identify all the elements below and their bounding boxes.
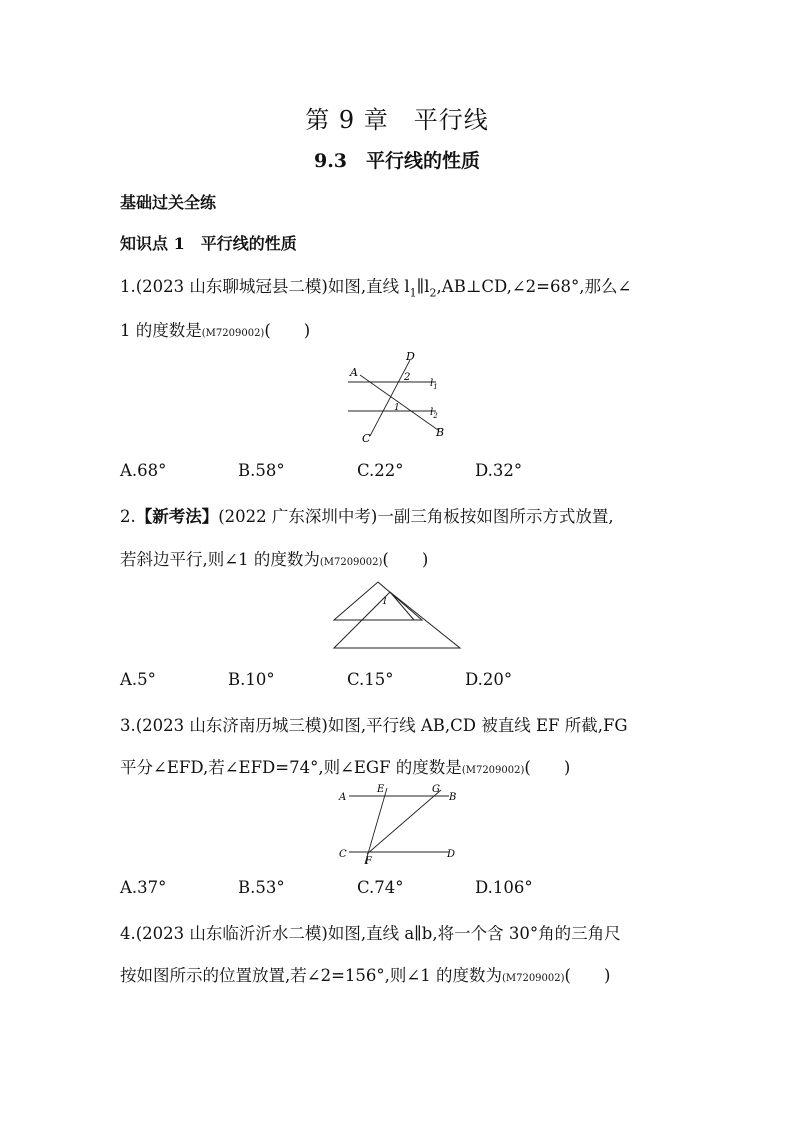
q1-label-d: D [406, 350, 415, 363]
q3-problem-code: (M7209002) [461, 765, 525, 776]
q2-option-a[interactable]: A.5° [120, 670, 156, 689]
q3-line-fg [367, 790, 441, 854]
q3-label-g: G [432, 784, 440, 795]
q3-option-d[interactable]: D.106° [475, 878, 533, 897]
q2-edge [390, 592, 414, 620]
q2-text-b: 若斜边平行,则∠1 的度数为 [120, 550, 320, 569]
q1-sub2: 2 [429, 286, 437, 300]
q2-answer-paren: ( ) [382, 550, 429, 569]
q2-option-b[interactable]: B.10° [228, 670, 275, 689]
q2-option-d[interactable]: D.20° [465, 670, 513, 689]
q2-number: 2. [120, 507, 136, 526]
q2-figure [330, 578, 466, 654]
q1-sub1: 1 [409, 286, 417, 300]
q1-angle-2: 2 [404, 372, 411, 383]
q1-option-b[interactable]: B.58° [238, 461, 285, 480]
topic-heading: 知识点 1 平行线的性质 [120, 234, 297, 253]
q1-line1 [120, 273, 631, 299]
q3-label-d: D [447, 849, 456, 860]
q1-text-c: ,AB⊥CD,∠2=68°,那么∠ [436, 277, 632, 296]
q1-answer-paren: ( ) [264, 321, 311, 340]
q2-tag: 【新考法】 [135, 507, 219, 526]
q2-line1 [120, 503, 614, 527]
q3-line2 [120, 754, 570, 778]
chapter-title: 第 9 章 平行线 [305, 106, 489, 134]
q1-text-d: 1 的度数是 [120, 321, 202, 340]
q1-label-a: A [350, 366, 358, 379]
q2-angle-1: 1 [382, 597, 388, 607]
part-heading: 基础过关全练 [120, 193, 217, 212]
q3-answer-paren: ( ) [524, 758, 571, 777]
q1-label-l1: $l_1$ [430, 378, 438, 391]
q4-line2 [120, 962, 610, 986]
q2-line2 [120, 546, 428, 570]
q1-figure [340, 348, 460, 444]
q1-label-c: C [362, 432, 371, 444]
q3-label-e: E [377, 784, 385, 795]
q2-option-c[interactable]: C.15° [347, 670, 394, 689]
q3-label-c: C [339, 849, 347, 860]
q3-label-a: A [339, 792, 347, 803]
q1-option-d[interactable]: D.32° [475, 461, 523, 480]
q1-angle-1: 1 [394, 403, 400, 413]
q4-text-b: 按如图所示的位置放置,若∠2=156°,则∠1 的度数为 [120, 966, 502, 985]
q1-problem-code: (M7209002) [201, 328, 265, 339]
q1-label-l2: $l_2$ [430, 407, 438, 420]
q1-text-a: 1.(2023 山东聊城冠县二模)如图,直线 l [120, 277, 410, 296]
q3-label-b: B [449, 792, 457, 803]
q3-text-b: 平分∠EFD,若∠EFD=74°,则∠EGF 的度数是 [120, 758, 462, 777]
q1-option-a[interactable]: A.68° [120, 461, 167, 480]
section-title: 9.3 平行线的性质 [313, 150, 481, 172]
q1-option-c[interactable]: C.22° [357, 461, 404, 480]
q3-label-f: F [365, 856, 372, 866]
q3-option-b[interactable]: B.53° [238, 878, 285, 897]
q2-problem-code: (M7209002) [319, 557, 383, 568]
q4-line1: 4.(2023 山东临沂沂水二模)如图,直线 a∥b,将一个含 30°角的三角尺 [120, 924, 621, 943]
q2-text-a: (2022 广东深圳中考)一副三角板按如图所示方式放置, [218, 507, 614, 526]
q4-problem-code: (M7209002) [501, 973, 565, 984]
q3-option-a[interactable]: A.37° [120, 878, 167, 897]
q1-line2 [120, 317, 310, 341]
q4-answer-paren: ( ) [564, 966, 611, 985]
q3-option-c[interactable]: C.74° [357, 878, 404, 897]
q3-line1: 3.(2023 山东济南历城三模)如图,平行线 AB,CD 被直线 EF 所截,FG [120, 716, 628, 735]
q3-figure [335, 780, 461, 866]
q1-text-b: ∥l [416, 277, 430, 296]
q1-label-b: B [436, 426, 445, 439]
